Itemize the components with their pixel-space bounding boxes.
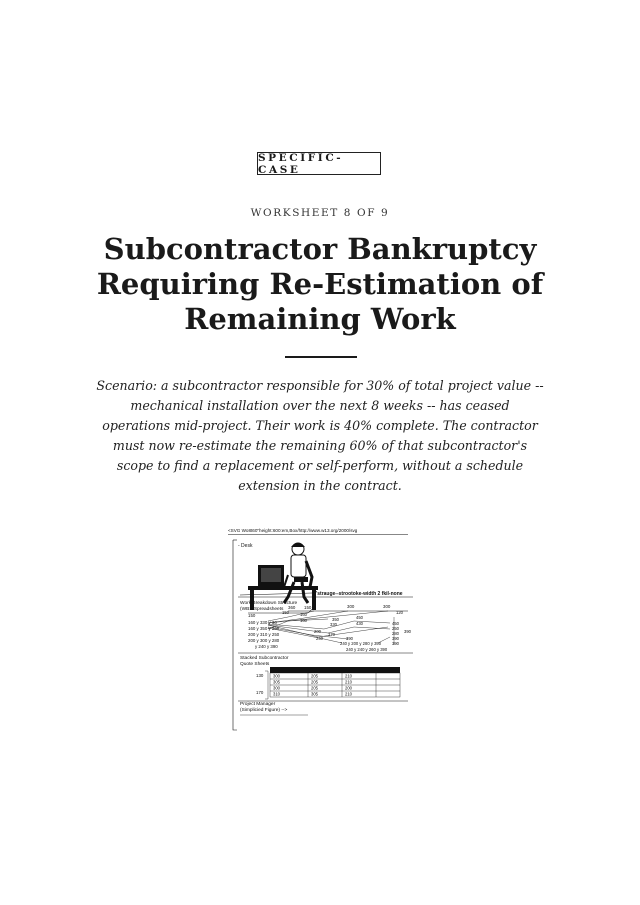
wbs-left-number: y 240 y 390 [255,644,278,649]
wbs-mid-number: 390 [346,636,353,641]
title-divider [285,356,357,358]
wbs-mid-number: 350 [332,617,339,622]
wbs-right-number: 250 [392,626,399,631]
wbs-right-number: 390 [404,629,411,634]
wbs-right-number: 390 [392,636,399,641]
scenario-text: Scenario: a subcontractor responsible for 30% of total project value -- mechanical installation over the next 8 weeks -- has ceased operations mid-project. Their work is 40% complete. The contractor must now re-estimate the remaining 60% of that subcontractor's scope to find a replacement or self-perform, without a schedule extension in the contract. [96,378,544,493]
wbs-mid-number: 160 [300,618,307,623]
wbs-mid-number: 240 [340,641,347,646]
wbs-mid-number: 330 [330,622,337,627]
table-cell: 310 [273,691,280,697]
page-title: Subcontractor Bankruptcy Requiring Re-Estimation of Remaining Work [96,232,544,336]
figure-svg [228,525,418,737]
table-cell: 205 [311,685,318,691]
wbs-left-number: 160 y 350 y 260 [248,626,280,631]
wbs-label-line1: Work Breakdown Structure [240,601,298,606]
wbs-bottom-numbers: y 200 y 280 y 390 [348,641,382,646]
figure-header-code: <SVG Wo8t60"height:600:em,Box/http://www.w13.org/2000/svg [228,528,358,533]
wbs-mid-number: 370 [328,632,335,637]
wbs-right-number: 450 [392,621,399,626]
wbs-mid-number: 240 [316,636,323,641]
wbs-left-number: 150 [248,613,256,618]
wbs-left-number: 200 y 310 y 250 [248,632,280,637]
quote-table-row [273,692,353,697]
table-cell: 205 [311,679,318,685]
wbs-top-number: 300 [347,604,355,609]
row-axis-label: 170 [256,690,264,695]
pm-label-line2: (Simplicied Figure) --> [240,708,288,713]
stacked-label-line2: Quote Sheets [240,662,270,667]
wbs-left-number: 200 y 300 y 280 [248,638,280,643]
wbs-left-number: 160 y 330 y 30 [248,620,277,625]
quote-table-grid [265,671,400,699]
wbs-right-number: 430 [356,621,363,626]
wbs-mid-number: 160 [300,612,307,617]
scanned-figure [228,525,418,737]
case-type-badge: SPECIFIC-CASE [257,152,381,175]
row-axis-label: 130 [256,673,264,678]
stroke-caption: g'strauge--strootoke-width 2 fkil-none [313,591,403,597]
table-cell: 300 [273,673,280,679]
desk-label: - Desk [238,543,253,549]
wbs-top-number: 360 [288,605,296,610]
quote-table-row [273,686,353,691]
stacked-label-line1: Stacked Subcontractor [240,656,289,661]
wbs-mid-number: 150 [282,610,289,615]
wbs-right-number: 120 [396,610,403,615]
pm-label-line1: Project Manager [240,702,276,707]
wbs-connector-lines [268,611,394,645]
wbs-label-line2: (WBS Spreadsheets [240,607,284,612]
quote-table-row [273,674,353,679]
table-cell: 210 [345,679,352,685]
wbs-right-number: 280 [392,631,399,636]
table-cell: 205 [311,673,318,679]
wbs-top-number: 150 [304,605,312,610]
table-header-bar [270,667,400,673]
wbs-top-number: 300 [383,604,391,609]
wbs-right-number: 390 [392,641,399,646]
table-cell: 305 [273,679,280,685]
wbs-mid-number: 200 [314,629,321,634]
table-cell: 210 [345,673,352,679]
wbs-right-number: 450 [356,615,363,620]
worksheet-label: WORKSHEET 8 OF 9 [250,207,390,219]
quote-table-row [273,680,353,685]
table-cell: 300 [273,685,280,691]
table-cell: 210 [345,691,352,697]
wbs-bottom-numbers: 240 y 240 y 260 y 390 [346,647,388,652]
table-cell: 305 [311,691,318,697]
table-cell: 200 [345,685,352,691]
